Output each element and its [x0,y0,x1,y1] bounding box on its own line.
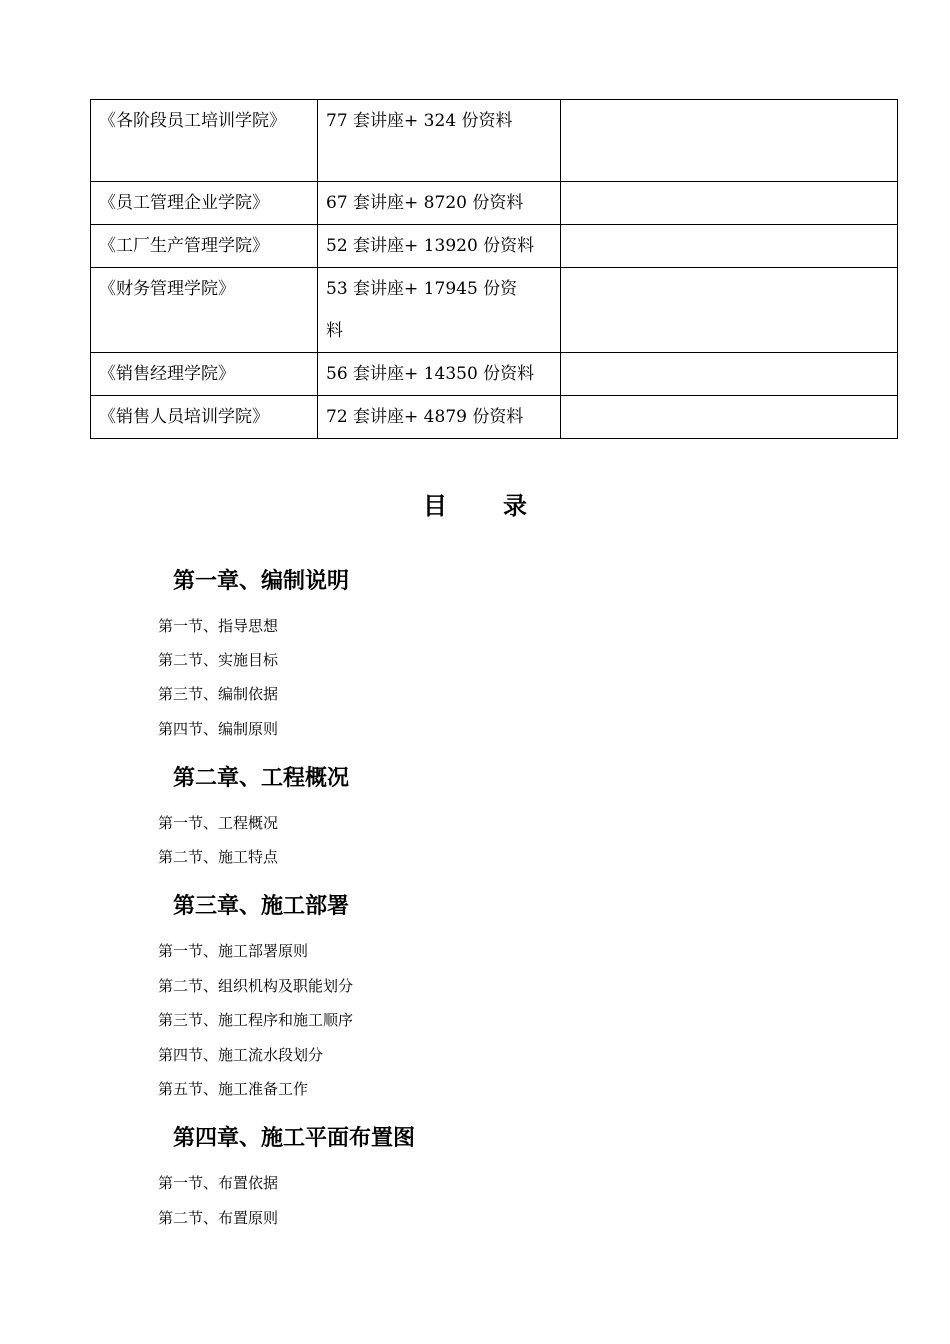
course-name-cell: 《工厂生产管理学院》 [91,225,318,268]
note-cell [561,100,898,182]
note-cell [561,353,898,396]
table-row [91,353,898,396]
toc-title-left: 目 [423,491,447,520]
course-content-cell: 77 套讲座+ 324 份资料 [318,100,561,182]
course-content-cell: 53 套讲座+ 17945 份资料 [318,268,561,353]
toc-title [0,486,950,521]
course-content-cell: 56 套讲座+ 14350 份资料 [318,353,561,396]
course-content-cell: 72 套讲座+ 4879 份资料 [318,396,561,439]
toc-section-4-1[interactable]: 第一节、布置依据 [158,1174,279,1192]
course-name-cell: 《销售人员培训学院》 [91,396,318,439]
note-cell [561,225,898,268]
toc-section-3-5[interactable]: 第五节、施工准备工作 [158,1080,309,1098]
toc-section-1-3[interactable]: 第三节、编制依据 [158,685,279,703]
toc-title-right: 录 [503,491,527,520]
course-name-cell: 《员工管理企业学院》 [91,182,318,225]
course-name-cell: 《销售经理学院》 [91,353,318,396]
toc-section-3-1[interactable]: 第一节、施工部署原则 [158,942,309,960]
toc-chapter-1[interactable]: 第一章、编制说明 [173,568,350,594]
note-cell [561,396,898,439]
table-row [91,396,898,439]
course-content-cell: 52 套讲座+ 13920 份资料 [318,225,561,268]
course-name-cell: 《各阶段员工培训学院》 [91,100,318,182]
toc-section-1-1[interactable]: 第一节、指导思想 [158,617,279,635]
toc-section-2-2[interactable]: 第二节、施工特点 [158,848,279,866]
course-name-cell: 《财务管理学院》 [91,268,318,353]
toc-section-1-4[interactable]: 第四节、编制原则 [158,720,279,738]
toc-chapter-3[interactable]: 第三章、施工部署 [173,893,350,919]
toc-section-2-1[interactable]: 第一节、工程概况 [158,814,279,832]
toc-chapter-2[interactable]: 第二章、工程概况 [173,765,350,791]
table-row [91,100,898,182]
toc-section-4-2[interactable]: 第二节、布置原则 [158,1209,279,1227]
table-row [91,225,898,268]
note-cell [561,182,898,225]
table-row [91,268,898,353]
toc-section-1-2[interactable]: 第二节、实施目标 [158,651,279,669]
toc-section-3-3[interactable]: 第三节、施工程序和施工顺序 [158,1011,354,1029]
note-cell [561,268,898,353]
resource-table [90,99,898,439]
course-content-cell: 67 套讲座+ 8720 份资料 [318,182,561,225]
table-row [91,182,898,225]
toc-chapter-4[interactable]: 第四章、施工平面布置图 [173,1125,416,1151]
toc-section-3-4[interactable]: 第四节、施工流水段划分 [158,1046,324,1064]
toc-section-3-2[interactable]: 第二节、组织机构及职能划分 [158,977,354,995]
